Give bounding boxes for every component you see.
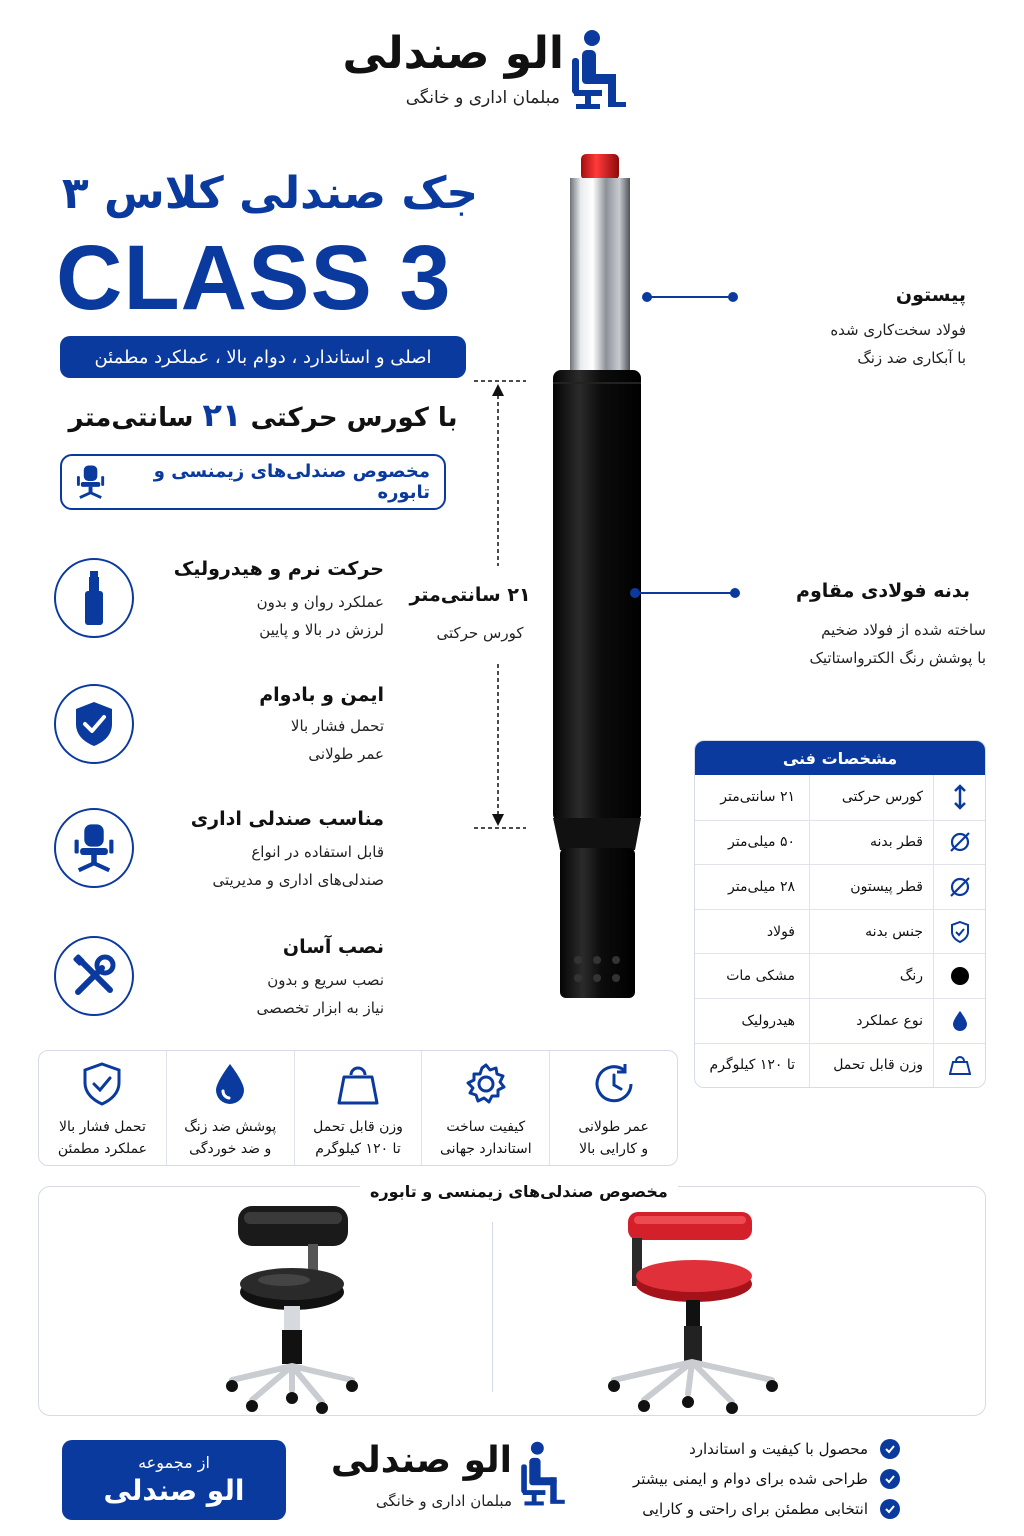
spec-row (695, 953, 985, 998)
gas-lift-image (540, 150, 650, 1010)
spec-label: وزن قابل تحمل (809, 1044, 933, 1088)
feature-title: حرکت نرم و هیدرولیک (173, 558, 384, 580)
product-title: جک صندلی کلاس ۳ (61, 168, 479, 219)
spec-value: مشکی مات (726, 968, 795, 985)
piston-callout-title: پیستون (895, 284, 966, 306)
arrows-vertical-icon (952, 784, 968, 810)
tools-icon (72, 954, 116, 998)
feature-line1: عملکرد روان و بدون (256, 593, 384, 611)
feature-list (54, 554, 384, 1034)
badge-line2: استاندارد جهانی (439, 1141, 532, 1157)
spec-row (695, 775, 985, 820)
feature-item (54, 806, 384, 906)
red-stool-image (604, 1208, 780, 1414)
body-callout-line1: ساخته شده از فولاد ضخیم (821, 621, 986, 639)
office-chair-icon (76, 464, 105, 500)
diameter-icon (949, 876, 971, 898)
body-callout-line2: با پوشش رنگ الکترواستاتیک (809, 649, 986, 667)
measurement-label: کورس حرکتی (436, 624, 524, 642)
footer-brand-name: الو صندلی (330, 1440, 512, 1481)
check-icon (880, 1469, 900, 1489)
spec-value: ۵۰ میلی‌متر (728, 834, 795, 851)
badge-item (294, 1051, 422, 1165)
drop-icon (951, 1010, 969, 1032)
spec-label: جنس بدنه (809, 910, 933, 954)
feature-line2: صندلی‌های اداری و مدیریتی (212, 871, 384, 889)
spec-label: قطر بدنه (809, 821, 933, 865)
collection-button-line2: الو صندلی (103, 1474, 245, 1507)
footer-checklist (620, 1434, 900, 1528)
feature-icon-circle (54, 684, 134, 764)
feature-item (54, 682, 384, 782)
badge-line2: و ضد خوردگی (189, 1141, 272, 1157)
check-text: طراحی شده برای دوام و ایمنی بیشتر (633, 1470, 868, 1488)
weight-icon (949, 1054, 971, 1076)
feature-icon-circle (54, 936, 134, 1016)
header-logo[interactable] (342, 28, 630, 114)
piston-callout-line1: فولاد سخت‌کاری شده (830, 321, 966, 339)
check-item (620, 1434, 900, 1464)
feature-pill: اصلی و استاندارد ، دوام بالا ، عملکرد مطمئن (60, 336, 466, 378)
special-usage-box (60, 454, 446, 510)
piston-callout-line2: با آبکاری ضد زنگ (857, 349, 966, 367)
badge-line1: کیفیت ساخت (446, 1119, 526, 1135)
feature-item (54, 556, 384, 656)
office-chair-icon (73, 823, 115, 873)
shield-icon (950, 921, 970, 943)
check-text: محصول با کیفیت و استاندارد (689, 1440, 868, 1458)
spec-value: ۲۱ سانتی‌متر (720, 789, 795, 806)
chair-logo-icon (518, 1440, 568, 1508)
feature-title: ایمن و بادوام (259, 684, 384, 706)
badge-line2: عملکرد مطمئن (57, 1141, 148, 1157)
callout-dot (730, 588, 740, 598)
measurement-arrow (470, 376, 530, 836)
collection-button[interactable] (62, 1440, 286, 1520)
feature-icon-circle (54, 558, 134, 638)
feature-line1: نصب سریع و بدون (267, 971, 384, 989)
specs-body (695, 775, 985, 1087)
footer-brand-tagline: مبلمان اداری و خانگی (375, 1492, 512, 1510)
brand-name: الو صندلی (342, 28, 564, 79)
chair-logo-icon (568, 28, 630, 112)
callout-line (648, 296, 732, 298)
badge-line1: عمر طولانی (578, 1119, 649, 1135)
badge-item (549, 1051, 677, 1165)
feature-line2: نیاز به ابزار تخصصی (256, 999, 384, 1017)
feature-line2: عمر طولانی (308, 745, 384, 763)
spec-row (695, 998, 985, 1043)
stroke-prefix: با کورس حرکتی (250, 403, 458, 433)
callout-line (636, 592, 734, 594)
measurement-value: ۲۱ سانتی‌متر (409, 584, 531, 606)
clock-icon (591, 1061, 637, 1107)
specs-table (694, 740, 986, 1088)
brand-tagline: مبلمان اداری و خانگی (405, 88, 560, 108)
stroke-number: ۲۱ (202, 396, 242, 434)
chairs-panel (38, 1186, 986, 1416)
feature-title: نصب آسان (282, 936, 384, 958)
badge-line2: تا ۱۲۰ کیلوگرم (315, 1141, 401, 1157)
spec-value: هیدرولیک (741, 1012, 795, 1029)
check-icon (880, 1499, 900, 1519)
spec-value: فولاد (766, 923, 795, 940)
feature-line1: قابل استفاده در انواع (251, 843, 384, 861)
body-callout-title: بدنه فولادی مقاوم (796, 580, 970, 602)
diameter-icon (949, 831, 971, 853)
spec-label: قطر پیستون (809, 865, 933, 909)
chairs-title: مخصوص صندلی‌های زیمنسی و تابوره (360, 1182, 678, 1201)
check-text: انتخابی مطمئن برای راحتی و کارایی (642, 1500, 868, 1518)
feature-line1: تحمل فشار بالا (290, 717, 384, 735)
spec-label: رنگ (809, 954, 933, 998)
stroke-suffix: سانتی‌متر (68, 403, 194, 433)
spec-value: ۲۸ میلی‌متر (728, 878, 795, 895)
color-dot-icon (950, 966, 970, 986)
badges-strip (38, 1050, 678, 1166)
badge-line1: پوشش ضد زنگ (184, 1119, 277, 1135)
check-item (620, 1464, 900, 1494)
spec-row (695, 820, 985, 865)
badge-line1: تحمل فشار بالا (58, 1119, 146, 1135)
badge-item (421, 1051, 549, 1165)
badge-line1: وزن قابل تحمل (313, 1119, 403, 1135)
callout-dot (728, 292, 738, 302)
badge-item (39, 1051, 166, 1165)
feature-title: مناسب صندلی اداری (190, 808, 384, 830)
check-icon (880, 1439, 900, 1459)
shield-check-icon (73, 700, 115, 748)
gear-icon (463, 1061, 509, 1107)
specs-title: مشخصات فنی (695, 741, 985, 775)
feature-line2: لرزش در بالا و پایین (259, 621, 384, 639)
black-stool-image (222, 1204, 362, 1418)
spec-label: نوع عملکرد (809, 999, 933, 1043)
feature-icon-circle (54, 808, 134, 888)
product-class-en: CLASS 3 (56, 227, 452, 329)
badge-item (166, 1051, 294, 1165)
gas-cylinder-icon (83, 571, 105, 625)
spec-value: تا ۱۲۰ کیلوگرم (709, 1057, 795, 1074)
spec-row (695, 864, 985, 909)
chairs-divider (492, 1222, 493, 1392)
badge-line2: و کارایی بالا (579, 1141, 649, 1157)
check-item (620, 1494, 900, 1524)
drop-icon (207, 1061, 253, 1107)
weight-icon (335, 1061, 381, 1107)
feature-item (54, 934, 384, 1034)
spec-label: کورس حرکتی (809, 775, 933, 820)
special-usage-text: مخصوص صندلی‌های زیمنسی و تابوره (153, 461, 430, 503)
collection-button-line1: از مجموعه (138, 1453, 210, 1472)
footer-logo[interactable] (330, 1438, 570, 1518)
shield-check-icon (79, 1061, 125, 1107)
spec-row (695, 1043, 985, 1088)
stroke-headline (60, 396, 466, 434)
spec-row (695, 909, 985, 954)
